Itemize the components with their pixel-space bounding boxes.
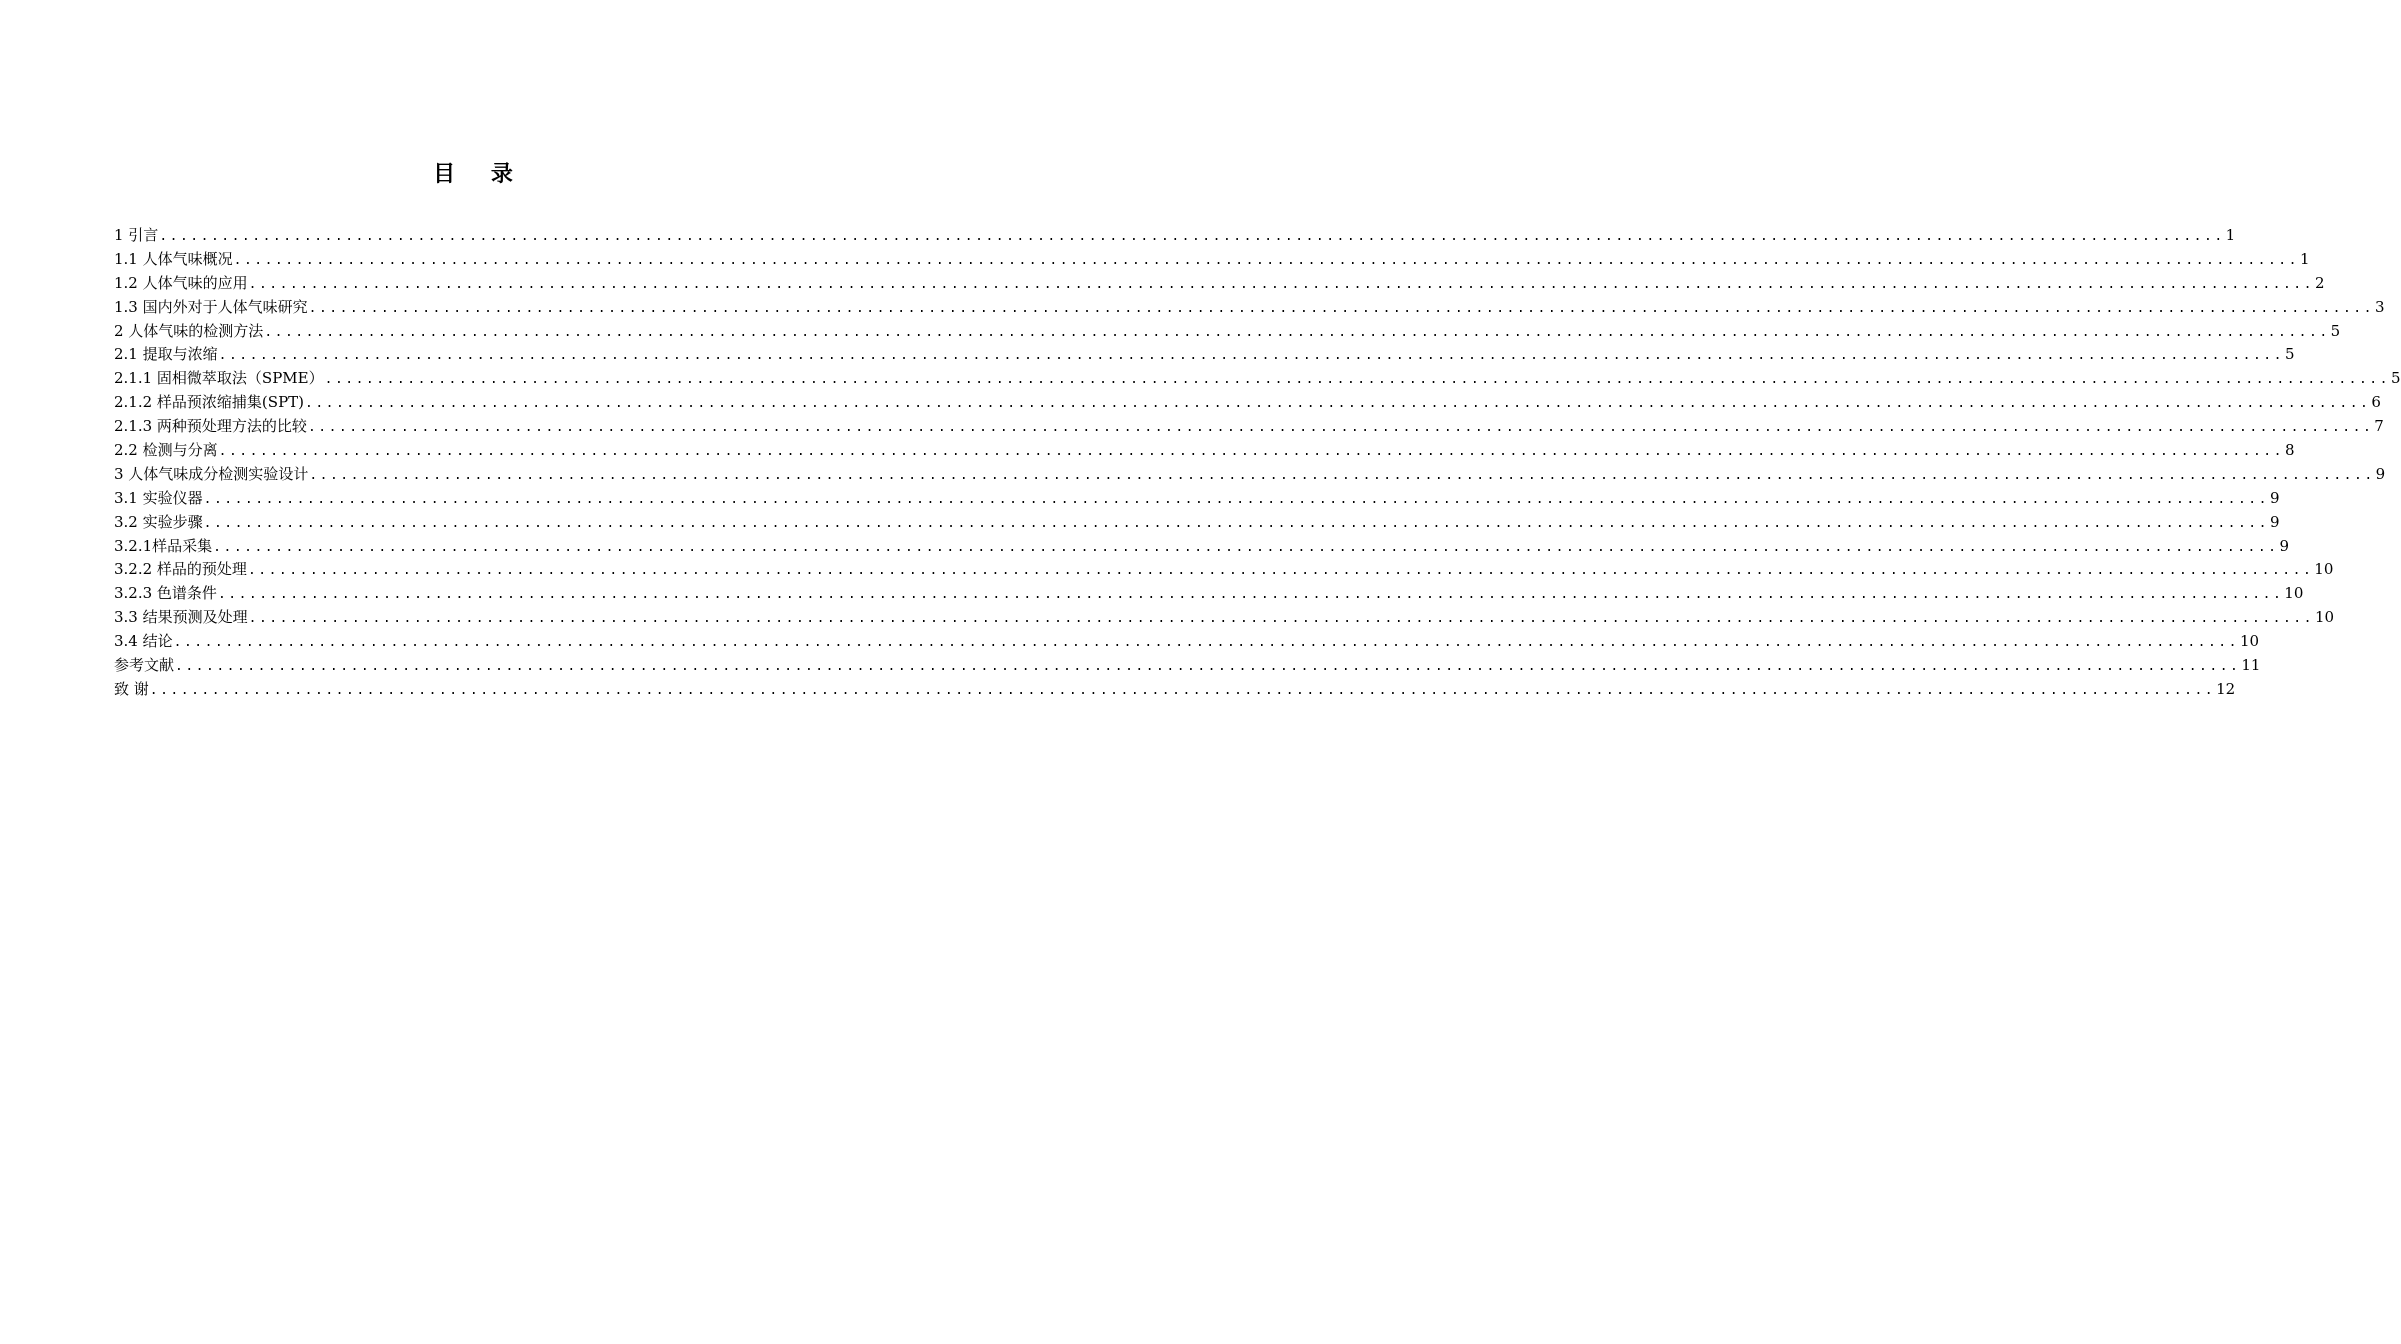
dot-leader: ........................................................................................................................................................................................................	[218, 444, 2284, 460]
dot-leader: ........................................................................................................................................................................................................	[305, 396, 2371, 412]
toc-entry[interactable]	[114, 654, 2261, 678]
toc-entry-label: 3 人体气味成分检测实验设计	[114, 464, 309, 483]
dot-leader: ........................................................................................................................................................................................................	[213, 539, 2279, 555]
dot-leader: ........................................................................................................................................................................................................	[248, 611, 2314, 627]
dot-leader: ........................................................................................................................................................................................................	[159, 229, 2225, 244]
toc-entry-page: 10	[2284, 584, 2304, 603]
toc-entry[interactable]	[114, 582, 2304, 606]
toc-entry-label: 3.2 实验步骤	[114, 512, 203, 531]
toc-entry-label: 2.2 检测与分离	[114, 441, 218, 460]
toc-title: 目 录	[433, 162, 527, 187]
toc-entry-page: 7	[2374, 417, 2384, 436]
toc-list	[114, 224, 2401, 702]
toc-entry-label: 2.1 提取与浓缩	[114, 345, 218, 364]
toc-entry[interactable]	[114, 367, 2401, 391]
toc-entry[interactable]	[114, 558, 2334, 582]
toc-entry-label: 1.3 国内外对于人体气味研究	[114, 297, 308, 316]
toc-entry-page: 9	[2269, 488, 2280, 507]
toc-entry-page: 1	[2225, 226, 2236, 244]
toc-entry-page: 10	[2314, 608, 2335, 627]
toc-entry[interactable]	[114, 463, 2386, 487]
dot-leader: ........................................................................................................................................................................................................	[149, 682, 2216, 698]
toc-entry-page: 8	[2284, 441, 2295, 460]
toc-entry-label: 1.1 人体气味概况	[114, 249, 233, 268]
toc-entry-label: 致 谢	[114, 679, 149, 698]
toc-entry[interactable]	[114, 296, 2385, 320]
toc-entry-page: 5	[2390, 369, 2401, 388]
toc-entry-label: 2 人体气味的检测方法	[114, 321, 264, 340]
toc-entry[interactable]	[114, 487, 2280, 511]
dot-leader: ........................................................................................................................................................................................................	[173, 635, 2239, 651]
dot-leader: ........................................................................................................................................................................................................	[308, 300, 2374, 316]
toc-entry-label: 3.1 实验仪器	[114, 488, 203, 507]
toc-entry-label: 3.2.1样品采集	[114, 536, 213, 555]
toc-entry-label: 3.4 结论	[114, 632, 173, 651]
dot-leader: ........................................................................................................................................................................................................	[203, 515, 2269, 531]
toc-entry-label: 参考文献	[114, 656, 175, 675]
toc-entry[interactable]	[114, 535, 2290, 559]
dot-leader: ........................................................................................................................................................................................................	[307, 420, 2374, 436]
dot-leader: ........................................................................................................................................................................................................	[175, 659, 2241, 675]
toc-entry-page: 12	[2216, 679, 2236, 698]
dot-leader: ........................................................................................................................................................................................................	[248, 276, 2314, 292]
toc-entry-page: 9	[2279, 536, 2290, 555]
dot-leader: ........................................................................................................................................................................................................	[324, 372, 2390, 388]
dot-leader: ........................................................................................................................................................................................................	[218, 348, 2284, 364]
toc-entry[interactable]	[114, 343, 2295, 367]
toc-entry-page: 10	[2239, 632, 2260, 651]
toc-entry-label: 2.1.1 固相微萃取法（SPME）	[114, 369, 324, 388]
toc-entry[interactable]	[114, 248, 2310, 272]
toc-entry[interactable]	[114, 320, 2341, 344]
toc-entry[interactable]	[114, 606, 2335, 630]
toc-entry[interactable]	[114, 391, 2381, 415]
toc-entry[interactable]	[114, 678, 2236, 702]
toc-entry-page: 6	[2371, 393, 2381, 412]
toc-entry-label: 1.2 人体气味的应用	[114, 273, 248, 292]
toc-entry-label: 3.3 结果预测及处理	[114, 608, 248, 627]
dot-leader: ........................................................................................................................................................................................................	[203, 491, 2269, 507]
dot-leader: ........................................................................................................................................................................................................	[264, 324, 2330, 340]
toc-entry[interactable]	[114, 511, 2280, 535]
toc-entry-page: 9	[2375, 464, 2386, 483]
dot-leader: ........................................................................................................................................................................................................	[247, 563, 2314, 579]
toc-entry-page: 5	[2284, 345, 2295, 364]
toc-entry-page: 2	[2314, 273, 2325, 292]
toc-entry-page: 11	[2241, 656, 2261, 675]
toc-entry[interactable]	[114, 224, 2236, 248]
toc-entry-label: 1 引言	[114, 226, 159, 244]
toc-entry[interactable]	[114, 439, 2295, 463]
toc-entry-label: 3.2.2 样品的预处理	[114, 560, 247, 579]
toc-entry-label: 2.1.2 样品预浓缩捕集(SPT)	[114, 393, 305, 412]
toc-entry[interactable]	[114, 415, 2384, 439]
toc-entry-page: 5	[2330, 321, 2341, 340]
dot-leader: ........................................................................................................................................................................................................	[309, 467, 2375, 483]
toc-entry-label: 2.1.3 两种预处理方法的比较	[114, 417, 307, 436]
toc-entry-page: 9	[2269, 512, 2280, 531]
toc-entry-page: 3	[2374, 297, 2385, 316]
toc-entry-page: 10	[2314, 560, 2334, 579]
toc-entry[interactable]	[114, 272, 2325, 296]
toc-entry[interactable]	[114, 630, 2260, 654]
dot-leader: ........................................................................................................................................................................................................	[217, 587, 2284, 603]
toc-entry-label: 3.2.3 色谱条件	[114, 584, 217, 603]
dot-leader: ........................................................................................................................................................................................................	[233, 252, 2299, 268]
toc-entry-page: 1	[2299, 249, 2310, 268]
